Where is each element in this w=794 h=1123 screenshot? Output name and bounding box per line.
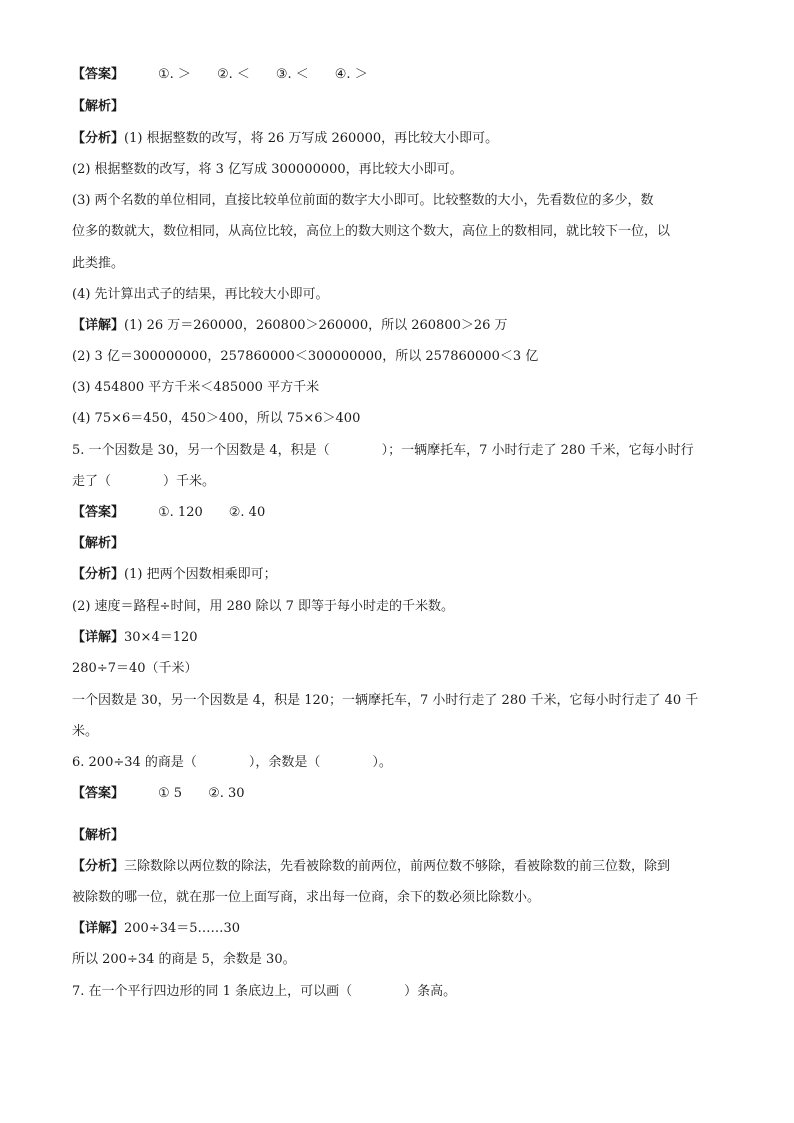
xiangjie-line: 所以 200÷34 的商是 5，余数是 30。 xyxy=(72,952,296,967)
fenxi-line: (2) 根据整数的改写，将 3 亿写成 300000000，再比较大小即可。 xyxy=(72,162,463,177)
fenxi-line xyxy=(72,858,670,876)
xiangjie-line: (3) 454800 平方千米＜485000 平方千米 xyxy=(72,380,320,395)
answer-1: ①. 120 xyxy=(158,505,203,520)
jiexi-tag: 【解析】 xyxy=(72,536,125,551)
fenxi-text: (1) 把两个因数相乘即可； xyxy=(124,567,277,582)
question-7-stem: 7. 在一个平行四边形的同 1 条底边上，可以画（ ）条高。 xyxy=(72,984,457,999)
fenxi-line: 此类推。 xyxy=(72,256,125,271)
answer-1: ①. ＞ xyxy=(158,67,191,82)
fenxi-tag: 【分析】 xyxy=(72,859,125,874)
answer-4: ④. ＞ xyxy=(334,67,368,82)
fenxi-tag: 【分析】 xyxy=(72,131,125,146)
answer-2: ②. 40 xyxy=(228,505,266,520)
answer-tag: 【答案】 xyxy=(72,786,125,801)
fenxi-line: (3) 两个名数的单位相同，直接比较单位前面的数字大小即可。比较整数的大小，先看数位的多少，数 xyxy=(72,193,654,208)
xiangjie-tag: 【详解】 xyxy=(72,318,125,333)
xiangjie-tag: 【详解】 xyxy=(72,921,125,936)
q5-answer-row xyxy=(72,504,291,522)
xiangjie-line xyxy=(72,920,240,938)
xiangjie-line: 米。 xyxy=(72,724,99,739)
fenxi-line xyxy=(72,130,498,148)
xiangjie-tag: 【详解】 xyxy=(72,630,125,645)
xiangjie-text: 200÷34＝5……30 xyxy=(124,921,241,936)
question-5-stem: 5. 一个因数是 30，另一个因数是 4，积是（ ）；一辆摩托车，7 小时行走了 280 千米，它每小时行 xyxy=(72,443,694,458)
answer-tag: 【答案】 xyxy=(72,67,125,82)
jiexi-tag: 【解析】 xyxy=(72,828,125,843)
xiangjie-line: 280÷7＝40（千米） xyxy=(72,661,198,676)
fenxi-text: (1) 根据整数的改写，将 26 万写成 260000，再比较大小即可。 xyxy=(124,131,499,146)
fenxi-line: 位多的数就大，数位相同，从高位比较，高位上的数大则这个数大，高位上的数相同，就比较下一位，以 xyxy=(72,224,671,239)
answer-list xyxy=(158,67,394,82)
xiangjie-line: 一个因数是 30，另一个因数是 4，积是 120；一辆摩托车，7 小时行走了 280 千米，它每小时行走了 40 千 xyxy=(72,693,699,708)
xiangjie-line xyxy=(72,629,198,647)
fenxi-line xyxy=(72,566,277,584)
answer-3: ③. ＜ xyxy=(275,67,309,82)
fenxi-text: 三除数除以两位数的除法，先看被除数的前两位，前两位数不够除，看被除数的前三位数，除到 xyxy=(124,859,671,874)
xiangjie-line: (4) 75×6＝450，450＞400，所以 75×6＞400 xyxy=(72,411,361,426)
answer-list xyxy=(158,786,271,801)
fenxi-line: (4) 先计算出式子的结果，再比较大小即可。 xyxy=(72,287,329,302)
answer-2: ②. ＜ xyxy=(216,67,250,82)
fenxi-line: 被除数的哪一位，就在那一位上面写商，求出每一位商，余下的数必须比除数小。 xyxy=(72,890,541,905)
q6-answer-row xyxy=(72,785,271,803)
question-6-stem: 6. 200÷34 的商是（ ），余数是（ ）。 xyxy=(72,755,392,770)
answer-tag: 【答案】 xyxy=(72,505,125,520)
question-5-stem: 走了（ ）千米。 xyxy=(72,474,216,489)
xiangjie-text: 30×4＝120 xyxy=(124,630,198,645)
answer-list xyxy=(158,505,291,520)
xiangjie-line: (2) 3 亿＝300000000，257860000＜300000000，所以 257860000＜3 亿 xyxy=(72,349,539,364)
q4-answer-row xyxy=(72,66,394,84)
answer-1: ① 5 xyxy=(158,786,183,801)
answer-2: ②. 30 xyxy=(208,786,245,801)
xiangjie-line xyxy=(72,317,508,335)
fenxi-tag: 【分析】 xyxy=(72,567,125,582)
xiangjie-text: (1) 26 万＝260000，260800＞260000，所以 260800＞26 万 xyxy=(124,318,508,333)
jiexi-tag: 【解析】 xyxy=(72,99,125,114)
fenxi-line: (2) 速度＝路程÷时间，用 280 除以 7 即等于每小时走的千米数。 xyxy=(72,599,455,614)
